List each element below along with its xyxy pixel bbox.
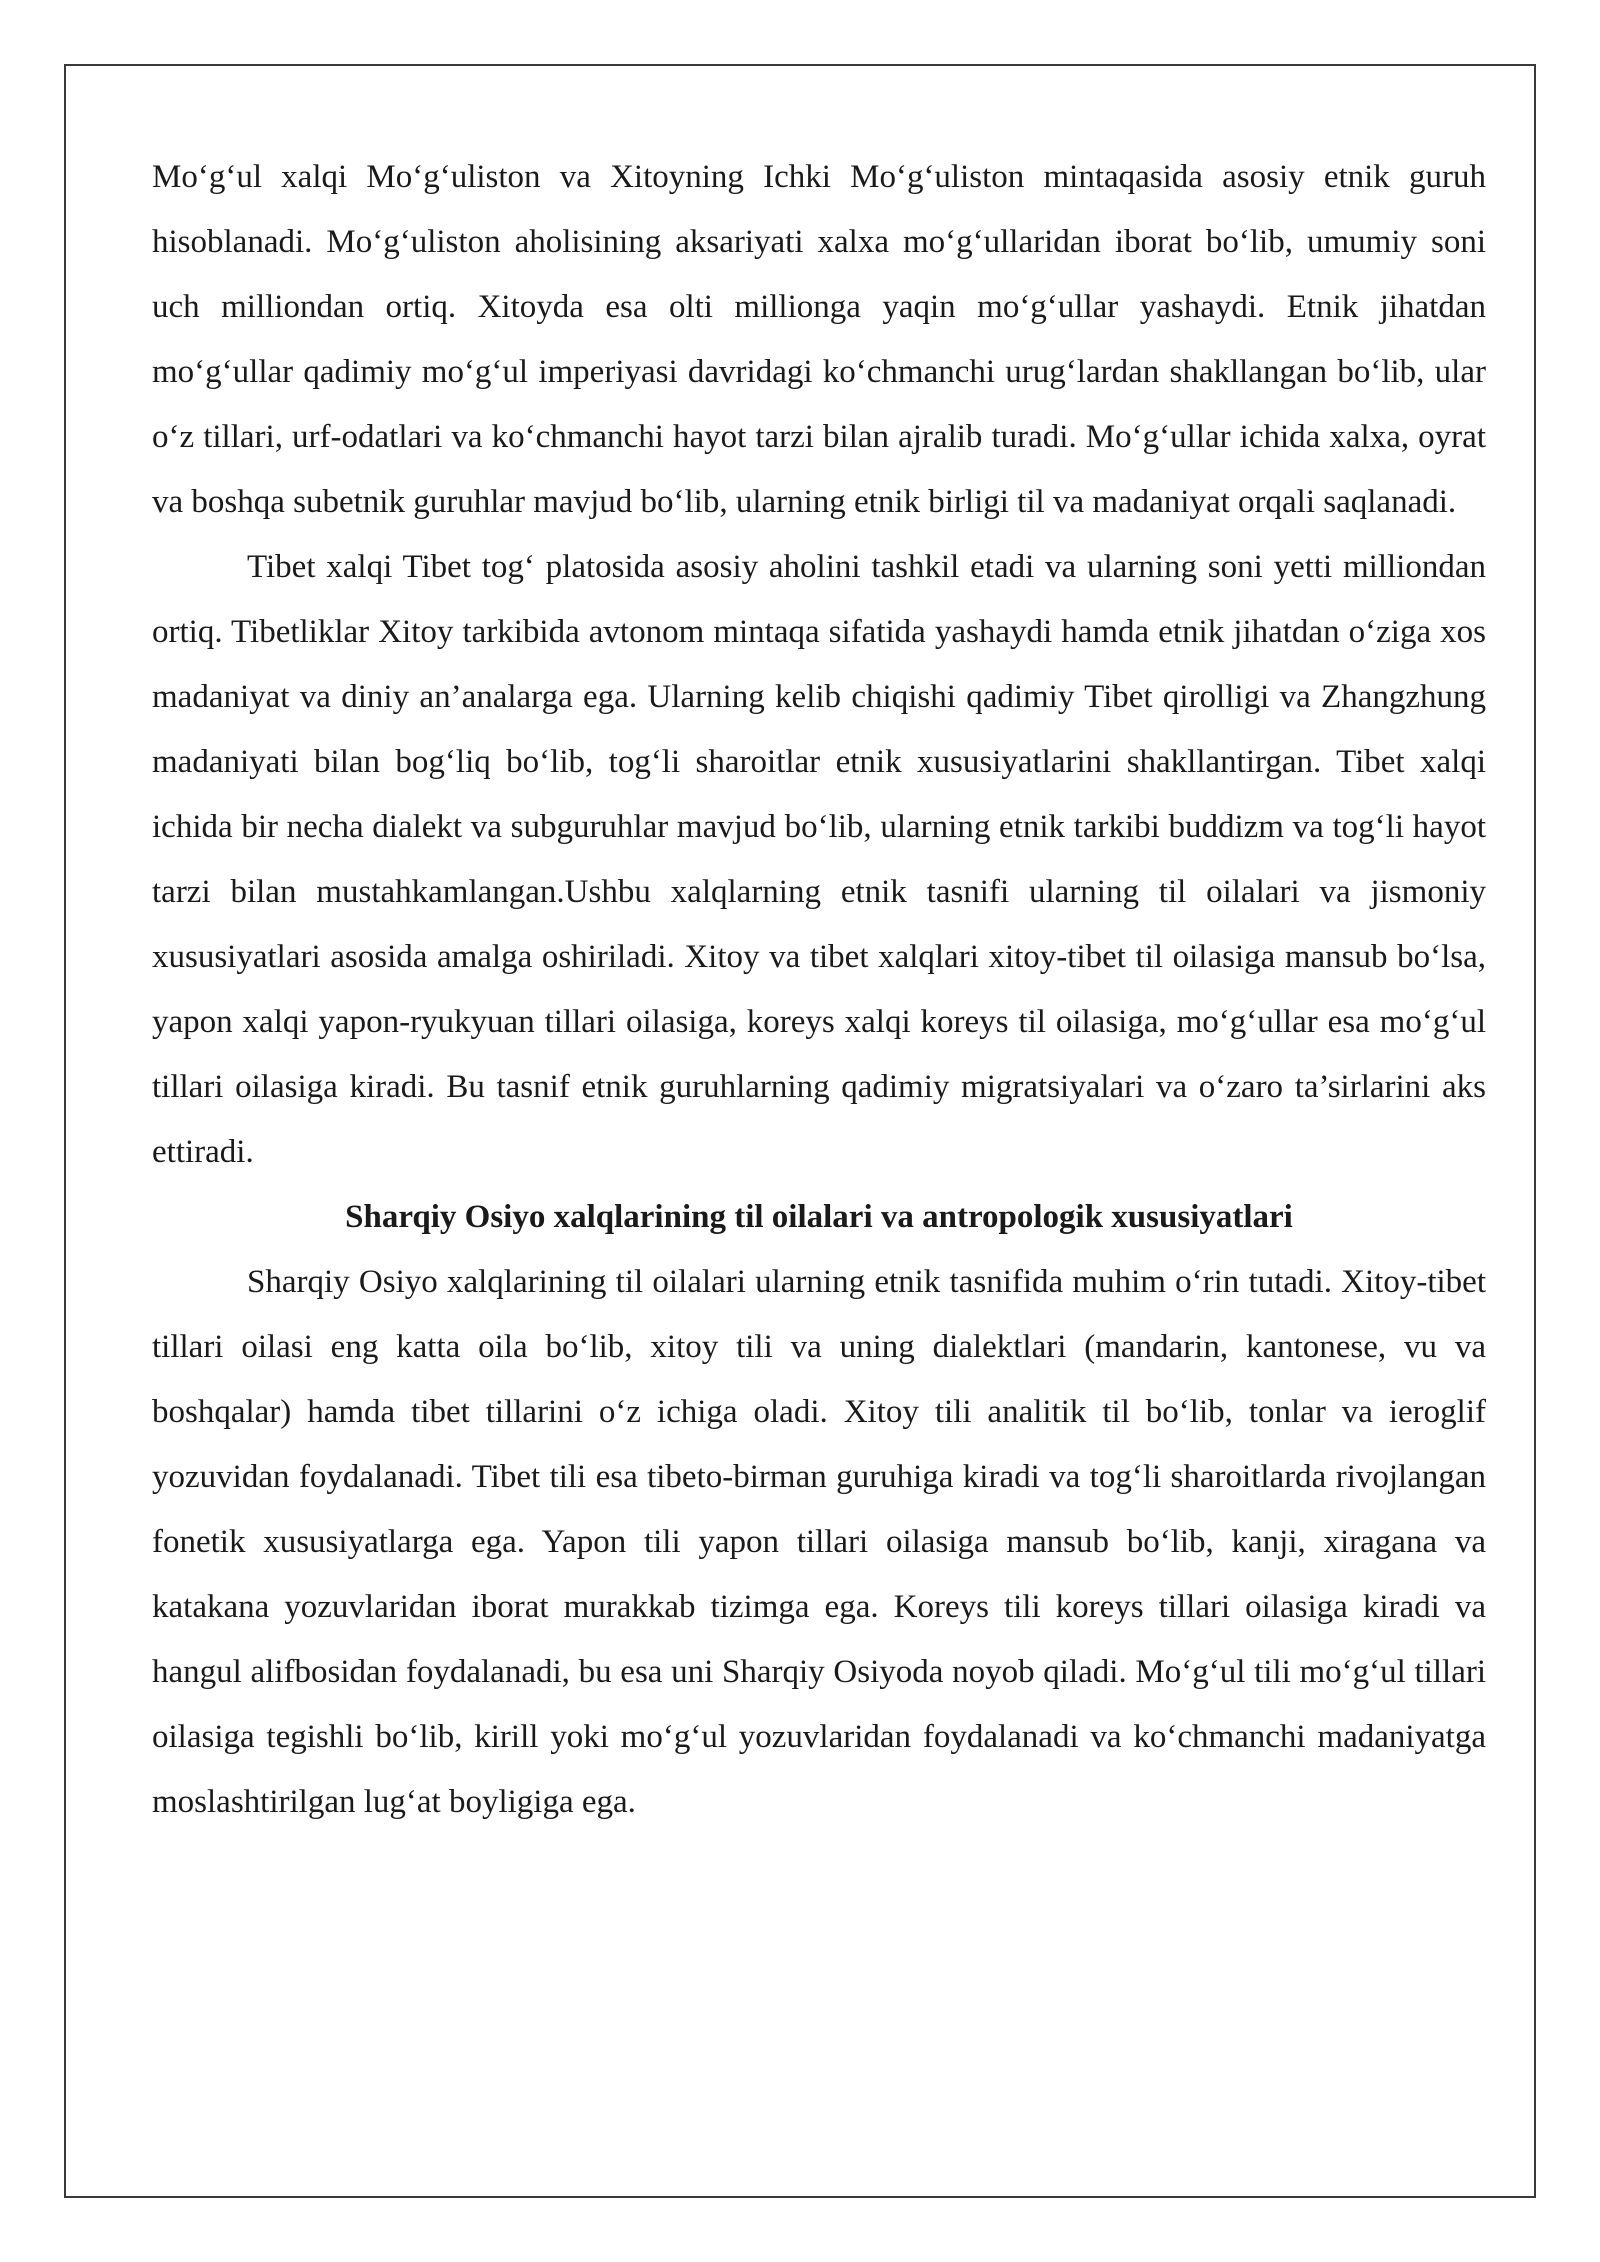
paragraph-tibet-people: Tibet xalqi Tibet tog‘ platosida asosiy aholini tashkil etadi va ularning soni yetti milliondan ortiq. Tibetliklar Xitoy tarkibida avtonom mintaqa sifatida yashaydi hamda etnik jihatdan o‘ziga xos madaniyat va diniy an’analarga ega. Ularning kelib chiqishi qadimiy Tibet qirolligi va Zhangzhung madaniyati bilan bog‘liq bo‘lib, tog‘li sharoitlar etnik xususiyatlarini shakllantirgan. Tibet xalqi ichida bir necha dialekt va subguruhlar mavjud bo‘lib, ularning etnik tarkibi buddizm va tog‘li hayot tarzi bilan mustahkamlangan.Ushbu xalqlarning etnik tasnifi ularning til oilalari va jismoniy xususiyatlari asosida amalga oshiriladi. Xitoy va tibet xalqlari xitoy-tibet til oilasiga mansub bo‘lsa, yapon xalqi yapon-ryukyuan tillari oilasiga, koreys xalqi koreys til oilasiga, mo‘g‘ullar esa mo‘g‘ul tillari oilasiga kiradi. Bu tasnif etnik guruhlarning qadimiy migratsiyalari va o‘zaro ta’sirlarini aks ettiradi. <box>152 549 1486 1170</box>
paragraph-language-families: Sharqiy Osiyo xalqlarining til oilalari ularning etnik tasnifida muhim o‘rin tutadi. Xitoy-tibet tillari oilasi eng katta oila bo‘lib, xitoy tili va uning dialektlari (mandarin, kantonese, vu va boshqalar) hamda tibet tillarini o‘z ichiga oladi. Xitoy tili analitik til bo‘lib, tonlar va ieroglif yozuvidan foydalanadi. Tibet tili esa tibeto-birman guruhiga kiradi va tog‘li sharoitlarda rivojlangan fonetik xususiyatlarga ega. Yapon tili yapon tillari oilasiga mansub bo‘lib, kanji, xiragana va katakana yozuvlaridan iborat murakkab tizimga ega. Koreys tili koreys tillari oilasiga kiradi va hangul alifbosidan foydalanadi, bu esa uni Sharqiy Osiyoda noyob qiladi. Mo‘g‘ul tili mo‘g‘ul tillari oilasiga tegishli bo‘lib, kirill yoki mo‘g‘ul yozuvlaridan foydalanadi va ko‘chmanchi madaniyatga moslashtirilgan lug‘at boyligiga ega. <box>152 1264 1486 1820</box>
section-heading: Sharqiy Osiyo xalqlarining til oilalari va antropologik xususiyatlari <box>345 1199 1293 1235</box>
paragraph-mongol-people: Mo‘g‘ul xalqi Mo‘g‘uliston va Xitoyning Ichki Mo‘g‘uliston mintaqasida asosiy etnik guruh hisoblanadi. Mo‘g‘uliston aholisining aksariyati xalxa mo‘g‘ullaridan iborat bo‘lib, umumiy soni uch milliondan ortiq. Xitoyda esa olti millionga yaqin mo‘g‘ullar yashaydi. Etnik jihatdan mo‘g‘ullar qadimiy mo‘g‘ul imperiyasi davridagi ko‘chmanchi urug‘lardan shakllangan bo‘lib, ular o‘z tillari, urf-odatlari va ko‘chmanchi hayot tarzi bilan ajralib turadi. Mo‘g‘ullar ichida xalxa, oyrat va boshqa subetnik guruhlar mavjud bo‘lib, ularning etnik birligi til va madaniyat orqali saqlanadi. <box>152 159 1486 520</box>
document-body <box>152 145 1486 1835</box>
